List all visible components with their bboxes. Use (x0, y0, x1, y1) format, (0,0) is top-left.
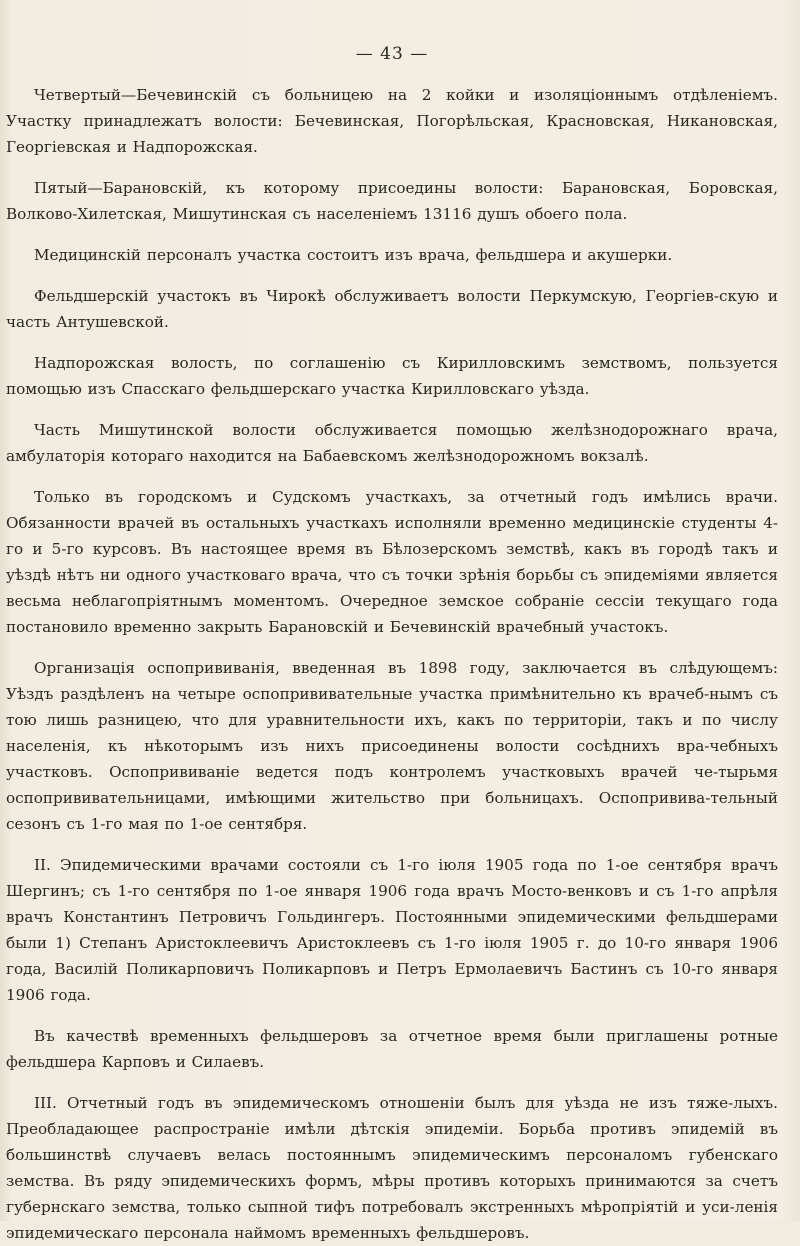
paragraph-mishutinskaya: Часть Мишутинской волости обслуживается помощью желѣзнодорожнаго врача, амбулаторія котораго находится на Бабаевскомъ желѣзнодорожномъ вокзалѣ. (6, 421, 778, 465)
paragraph-baranovsky: Пятый—Барановскій, къ которому присоедины волости: Барановская, Боровская, Волково-Хилетская, Мишутинская съ населеніемъ 13116 душъ обоего пола. (6, 179, 778, 223)
paragraph-physicians: Только въ городскомъ и Судскомъ участкахъ, за отчетный годъ имѣлись врачи. Обязанности врачей въ остальныхъ участкахъ исполняли временно медицинскіе студенты 4-го и 5-го курсовъ. Въ настоящее время въ Бѣлозерскомъ земствѣ, какъ въ городѣ такъ и уѣздѣ нѣтъ ни одного участковаго врача, что съ точки зрѣнія борьбы съ эпидеміями является весьма неблагопріятнымъ моментомъ. Очередное земское собраніе сессіи текущаго года постановило временно закрыть Барановскій и Бечевинскій врачебный участокъ. (6, 488, 778, 636)
paragraph-nadporozhskaya: Надпорожская волость, по соглашенію съ Кирилловскимъ земствомъ, пользуется помощью изъ Спасскаго фельдшерскаго участка Кирилловскаго уѣзда. (6, 354, 778, 398)
paragraph-medical-staff: Медицинскій персоналъ участка состоитъ изъ врача, фельдшера и акушерки. (34, 246, 673, 264)
paragraph-bechevinsky: Четвертый—Бечевинскій съ больницею на 2 койки и изоляціоннымъ отдѣленіемъ. Участку принадлежатъ волости: Бечевинская, Погорѣльская, Красновская, Никановская, Георгіевская и Надпорожская. (6, 86, 778, 156)
page-number: — 43 — (355, 44, 429, 64)
paragraph-section-ii: II. Эпидемическими врачами состояли съ 1-го іюля 1905 года по 1-ое сентября врачъ Шергинъ; съ 1-го сентября по 1-ое января 1906 года врачъ Мосто-венковъ и съ 1-го апрѣля врачъ Константинъ Петровичъ Гольдингеръ. Постоянными эпидемическими фельдшерами были 1) Степанъ Аристоклеевичъ Аристоклеевъ съ 1-го іюля 1905 г. до 10-го января 1906 года, Василій Поликарповичъ Поликарповъ и Петръ Ермолаевичъ Бастинъ съ 10-го января 1906 года. (6, 856, 778, 1004)
paragraph-vaccination: Организація оспопрививанія, введенная въ 1898 году, заключается въ слѣдующемъ: Уѣздъ раздѣленъ на четыре оспопрививательные участка примѣнительно къ врачеб-нымъ съ тою лишь разницею, что для уравнительности ихъ, какъ по территоріи, такъ и по числу населенія, къ нѣкоторымъ изъ нихъ присоединены волости сосѣднихъ вра-чебныхъ участковъ. Оспопрививаніе ведется подъ контролемъ участковыхъ врачей че-тырьмя оспопрививательницами, имѣющими жительство при больницахъ. Оспопривива-тельный сезонъ съ 1-го мая по 1-ое сентября. (6, 659, 778, 833)
paragraph-chirok-feldsher: Фельдшерскій участокъ въ Чирокѣ обслуживаетъ волости Перкумскую, Георгіев-скую и часть Антушевской. (6, 287, 778, 331)
paragraph-section-iii: III. Отчетный годъ въ эпидемическомъ отношеніи былъ для уѣзда не изъ тяже-лыхъ. Преобладающее распространіе имѣли дѣтскія эпидеміи. Борьба противъ эпидемій въ большинствѣ случаевъ велась постояннымъ эпидемическимъ персоналомъ губенскаго земства. Въ ряду эпидемическихъ формъ, мѣры противъ которыхъ принимаются за счетъ губернскаго земства, только сыпной тифъ потребовалъ экстренныхъ мѣропріятій и уси-ленія эпидемическаго персонала наймомъ временныхъ фельдшеровъ. (6, 1094, 778, 1242)
paragraph-temporary-feldshers: Въ качествѣ временныхъ фельдшеровъ за отчетное время были приглашены ротные фельдшера Карповъ и Силаевъ. (6, 1027, 778, 1071)
